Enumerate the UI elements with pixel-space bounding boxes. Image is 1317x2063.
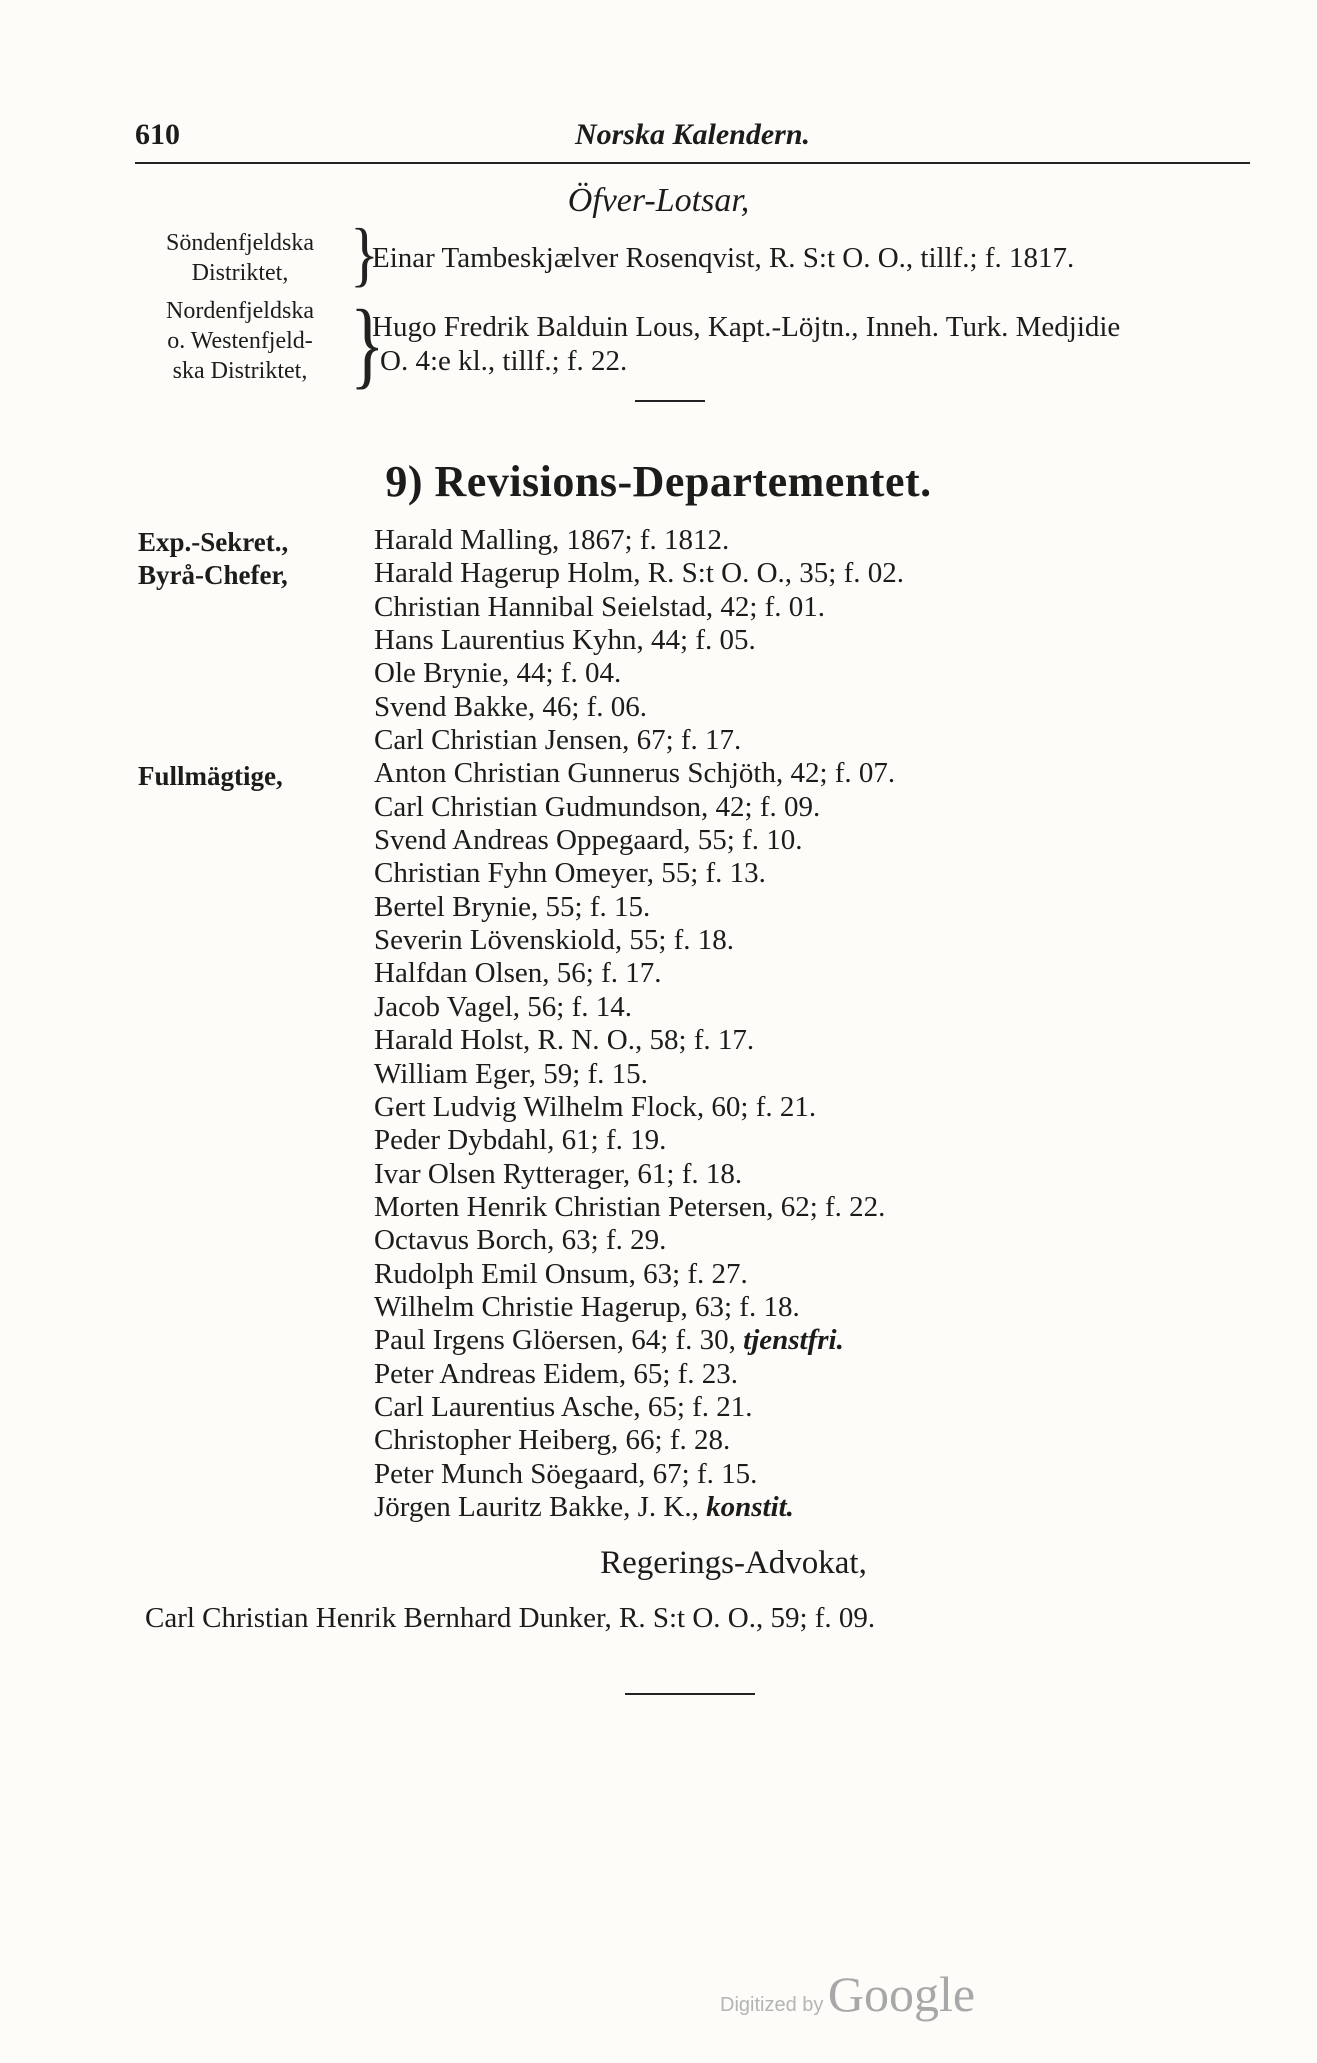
- official-entry: [374, 957, 904, 990]
- official-entry: [374, 1424, 904, 1457]
- official-entry: [374, 1391, 904, 1424]
- official-entry: [374, 1458, 904, 1491]
- google-logo: Google: [827, 1966, 976, 2022]
- official-entry-text: Harald Malling, 1867; f. 1812.: [374, 524, 730, 556]
- official-entry-text: Bertel Brynie, 55; f. 15.: [374, 890, 651, 923]
- end-divider: [625, 1693, 755, 1695]
- official-entry-text: Wilhelm Christie Hagerup, 63; f. 18.: [374, 1290, 800, 1323]
- official-entry-text: Anton Christian Gunnerus Schjöth, 42; f. 07.: [374, 757, 896, 790]
- official-entry-text: Severin Lövenskiold, 55; f. 18.: [374, 924, 735, 957]
- official-entry-text: Christopher Heiberg, 66; f. 28.: [374, 1424, 731, 1457]
- official-entry: [374, 657, 904, 690]
- official-entry: [374, 1024, 904, 1057]
- official-entry-text: Hans Laurentius Kyhn, 44; f. 05.: [374, 624, 756, 657]
- official-entry: [374, 524, 904, 557]
- official-entry: [374, 724, 904, 757]
- advocate-title: Regerings-Advokat,: [600, 1545, 867, 1581]
- official-entry-text: Carl Christian Gudmundson, 42; f. 09.: [374, 790, 821, 823]
- official-entry: [374, 1324, 904, 1357]
- official-entry-text: Peter Andreas Eidem, 65; f. 23.: [374, 1357, 739, 1390]
- official-entry-text: Svend Bakke, 46; f. 06.: [374, 690, 648, 723]
- role-label-byra-chefer: Byrå-Chefer,: [138, 560, 288, 590]
- page-header: [135, 118, 1250, 164]
- official-entry: [374, 891, 904, 924]
- official-entry-note: konstit.: [706, 1490, 794, 1523]
- official-entry: [374, 1091, 904, 1124]
- official-entry: [374, 1124, 904, 1157]
- official-entry: [374, 557, 904, 590]
- official-entry-text: Carl Christian Jensen, 67; f. 17.: [374, 724, 742, 757]
- official-entry: [374, 824, 904, 857]
- district-entry-line: Hugo Fredrik Balduin Lous, Kapt.-Löjtn., Inneh. Turk. Medjidie: [372, 311, 1121, 343]
- district-label-south: [130, 228, 350, 288]
- official-entry-text: William Eger, 59; f. 15.: [374, 1057, 648, 1090]
- official-entry-text: Ole Brynie, 44; f. 04.: [374, 657, 622, 690]
- official-entry: [374, 1358, 904, 1391]
- official-entry-text: Harald Hagerup Holm, R. S:t O. O., 35; f. 02.: [374, 557, 904, 590]
- official-entry: [374, 1491, 904, 1524]
- advocate-entry: Carl Christian Henrik Bernhard Dunker, R. S:t O. O., 59; f. 09.: [145, 1602, 876, 1634]
- official-list: [374, 524, 904, 1524]
- official-entry-text: Ivar Olsen Rytterager, 61; f. 18.: [374, 1157, 743, 1190]
- official-entry-text: Peter Munch Söegaard, 67; f. 15.: [374, 1457, 758, 1490]
- official-entry-text: Octavus Borch, 63; f. 29.: [374, 1224, 667, 1257]
- official-entry-text: Paul Irgens Glöersen, 64; f. 30,: [374, 1324, 736, 1357]
- official-entry: [374, 857, 904, 890]
- official-entry-text: Gert Ludvig Wilhelm Flock, 60; f. 21.: [374, 1090, 817, 1123]
- brace-icon: }: [350, 214, 379, 294]
- official-entry: [374, 924, 904, 957]
- official-entry: [374, 591, 904, 624]
- district-label-line: Distriktet,: [191, 260, 289, 286]
- official-entry: [374, 991, 904, 1024]
- official-entry-text: Jörgen Lauritz Bakke, J. K.,: [374, 1490, 699, 1523]
- official-entry: [374, 1224, 904, 1257]
- official-entry-text: Rudolph Emil Onsum, 63; f. 27.: [374, 1257, 748, 1290]
- district-label-line: Söndenfjeldska: [166, 230, 314, 256]
- official-entry-text: Christian Fyhn Omeyer, 55; f. 13.: [374, 857, 766, 890]
- district-label-line: Nordenfjeldska: [166, 298, 314, 324]
- official-entry-text: Christian Hannibal Seielstad, 42; f. 01.: [374, 590, 826, 623]
- pilots-section-title: Öfver-Lotsar,: [567, 182, 750, 219]
- official-entry: [374, 1291, 904, 1324]
- role-label-fullmagtige: Fullmägtige,: [138, 761, 283, 791]
- official-entry-text: Morten Henrik Christian Petersen, 62; f. 22.: [374, 1190, 886, 1223]
- official-entry-note: tjenstfri.: [743, 1324, 844, 1357]
- district-entry-north-west: [372, 310, 1120, 378]
- district-entry-line: Einar Tambeskjælver Rosenqvist, R. S:t O. O., tillf.; f. 1817.: [372, 242, 1075, 274]
- role-label-exp-sekret: Exp.-Sekret.,: [138, 527, 289, 557]
- official-entry: [374, 624, 904, 657]
- official-entry: [374, 691, 904, 724]
- official-entry-text: Peder Dybdahl, 61; f. 19.: [374, 1124, 667, 1157]
- official-entry: [374, 1258, 904, 1291]
- official-entry-text: Svend Andreas Oppegaard, 55; f. 10.: [374, 824, 803, 857]
- district-entry-south: [372, 241, 1074, 275]
- official-entry-text: Carl Laurentius Asche, 65; f. 21.: [374, 1390, 753, 1423]
- running-title: Norska Kalendern.: [574, 118, 811, 151]
- official-entry: [374, 757, 904, 790]
- district-label-line: o. Westenfjeld-: [167, 328, 313, 354]
- official-entry: [374, 1158, 904, 1191]
- official-entry-text: Halfdan Olsen, 56; f. 17.: [374, 957, 662, 990]
- official-entry: [374, 791, 904, 824]
- district-label-line: ska Distriktet,: [172, 358, 308, 384]
- page-number: 610: [135, 118, 180, 151]
- official-entry: [374, 1058, 904, 1091]
- digitization-watermark: [720, 1965, 975, 2023]
- brace-icon: }: [350, 290, 385, 398]
- watermark-prefix: Digitized by: [720, 1994, 824, 2016]
- district-entry-line: O. 4:e kl., tillf.; f. 22.: [380, 345, 628, 377]
- section-divider: [635, 400, 705, 402]
- official-entry: [374, 1191, 904, 1224]
- official-entry-text: Jacob Vagel, 56; f. 14.: [374, 990, 632, 1023]
- district-label-north-west: [130, 296, 350, 386]
- official-entry-text: Harald Holst, R. N. O., 58; f. 17.: [374, 1024, 755, 1057]
- department-heading: 9) Revisions-Departementet.: [385, 457, 932, 506]
